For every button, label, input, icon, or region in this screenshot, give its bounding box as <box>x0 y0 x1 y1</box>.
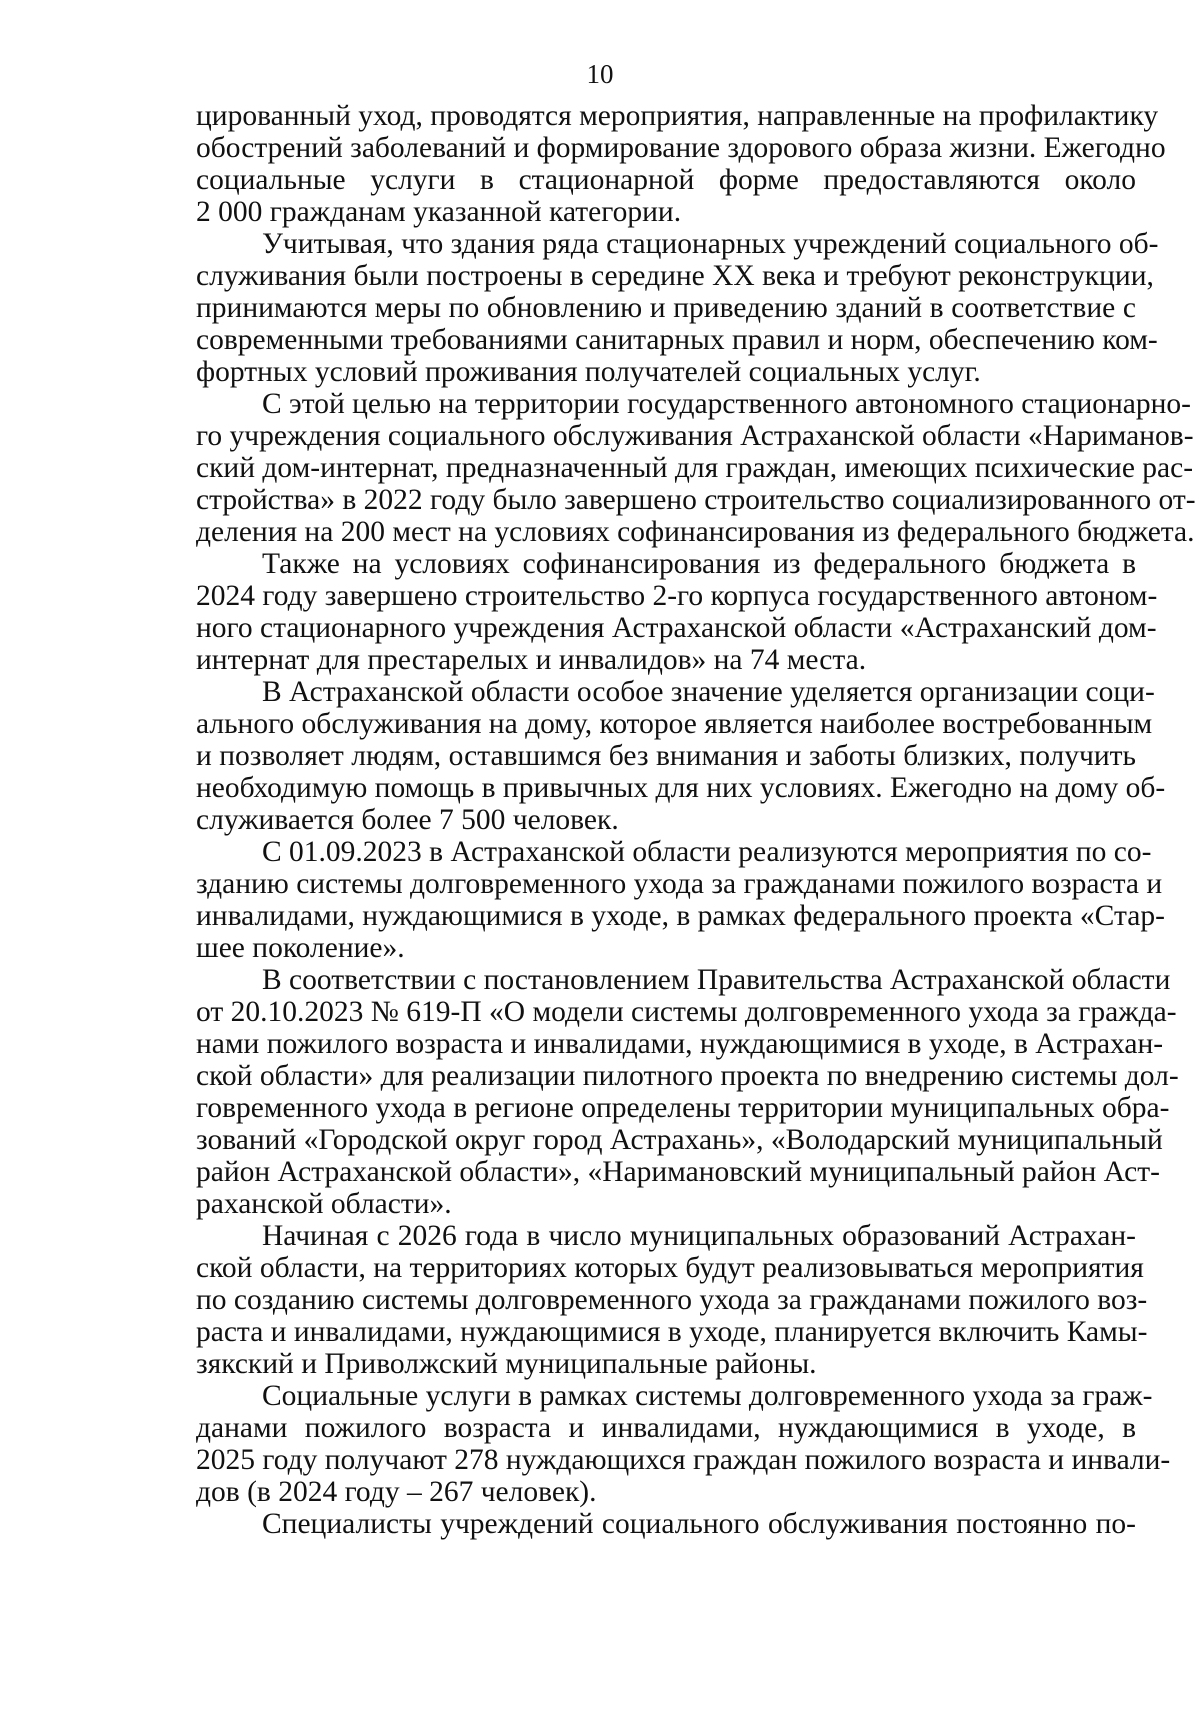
text-line: Специалисты учреждений социального обслуживания постоянно по- <box>262 1508 1136 1540</box>
text-line: 2 000 гражданам указанной категории. <box>196 196 682 228</box>
text-line: дов (в 2024 году – 267 человек). <box>196 1476 597 1508</box>
text-line: раста и инвалидами, нуждающимися в уходе, планируется включить Камы- <box>196 1316 1148 1348</box>
text-line: Также на условиях софинансирования из федерального бюджета в <box>262 548 1136 580</box>
text-line: обострений заболеваний и формирование здорового образа жизни. Ежегодно <box>196 132 1166 164</box>
text-line: 2025 году получают 278 нуждающихся граждан пожилого возраста и инвали- <box>196 1444 1171 1476</box>
text-line: социальные услуги в стационарной форме предоставляются около <box>196 164 1136 196</box>
text-line: зований «Городской округ город Астрахань», «Володарский муниципальный <box>196 1124 1163 1156</box>
text-line: ской области» для реализации пилотного проекта по внедрению системы дол- <box>196 1060 1179 1092</box>
text-line: С этой целью на территории государственного автономного стационарно- <box>262 388 1191 420</box>
text-line: ального обслуживания на дому, которое является наиболее востребованным <box>196 708 1153 740</box>
text-line: С 01.09.2023 в Астраханской области реализуются мероприятия по со- <box>262 836 1152 868</box>
text-line: цированный уход, проводятся мероприятия, направленные на профилактику <box>196 100 1159 132</box>
text-line: современными требованиями санитарных правил и норм, обеспечению ком- <box>196 324 1158 356</box>
paragraph <box>196 1380 1171 1508</box>
text-line: ской области, на территориях которых будут реализовываться мероприятия <box>196 1252 1144 1284</box>
text-line: район Астраханской области», «Наримановский муниципальный район Аст- <box>196 1156 1160 1188</box>
text-line: необходимую помощь в привычных для них условиях. Ежегодно на дому об- <box>196 772 1166 804</box>
text-line: нами пожилого возраста и инвалидами, нуждающимися в уходе, в Астрахан- <box>196 1028 1164 1060</box>
text-line: по созданию системы долговременного ухода за гражданами пожилого воз- <box>196 1284 1148 1316</box>
text-line: служивается более 7 500 человек. <box>196 804 619 836</box>
text-line: ного стационарного учреждения Астраханской области «Астраханский дом- <box>196 612 1157 644</box>
text-line: принимаются меры по обновлению и приведению зданий в соответствие с <box>196 292 1136 324</box>
text-line: и позволяет людям, оставшимся без внимания и заботы близких, получить <box>196 740 1136 772</box>
text-line: интернат для престарелых и инвалидов» на 74 места. <box>196 644 867 676</box>
text-line: данами пожилого возраста и инвалидами, нуждающимися в уходе, в <box>196 1412 1136 1444</box>
text-line: шее поколение». <box>196 932 405 964</box>
text-line: ский дом-интернат, предназначенный для граждан, имеющих психические рас- <box>196 452 1194 484</box>
paragraph <box>196 548 1158 676</box>
document-body <box>196 100 1196 1540</box>
paragraph <box>196 100 1166 228</box>
text-line: зданию системы долговременного ухода за гражданами пожилого возраста и <box>196 868 1163 900</box>
text-line: В соответствии с постановлением Правительства Астраханской области <box>262 964 1171 996</box>
text-line: раханской области». <box>196 1188 452 1220</box>
paragraph <box>196 1508 1136 1540</box>
paragraph <box>196 228 1159 388</box>
page-number: 10 <box>586 59 614 89</box>
text-line: Учитывая, что здания ряда стационарных учреждений социального об- <box>262 228 1159 260</box>
text-line: Социальные услуги в рамках системы долговременного ухода за граж- <box>262 1380 1153 1412</box>
text-line: деления на 200 мест на условиях софинансирования из федерального бюджета. <box>196 516 1195 548</box>
text-line: говременного ухода в регионе определены территории муниципальных обра- <box>196 1092 1170 1124</box>
text-line: инвалидами, нуждающимися в уходе, в рамках федерального проекта «Стар- <box>196 900 1165 932</box>
paragraph <box>196 388 1196 548</box>
paragraph <box>196 836 1165 964</box>
text-line: фортных условий проживания получателей социальных услуг. <box>196 356 981 388</box>
text-line: служивания были построены в середине XX века и требуют реконструкции, <box>196 260 1154 292</box>
paragraph <box>196 1220 1148 1380</box>
text-line: В Астраханской области особое значение уделяется организации соци- <box>262 676 1155 708</box>
text-line: стройства» в 2022 году было завершено строительство социализированного от- <box>196 484 1196 516</box>
text-line: 2024 году завершено строительство 2-го корпуса государственного автоном- <box>196 580 1158 612</box>
text-line: го учреждения социального обслуживания Астраханской области «Нариманов- <box>196 420 1194 452</box>
text-line: от 20.10.2023 № 619-П «О модели системы долговременного ухода за гражда- <box>196 996 1177 1028</box>
text-line: Начиная с 2026 года в число муниципальных образований Астрахан- <box>262 1220 1136 1252</box>
paragraph <box>196 964 1179 1220</box>
text-line: зякский и Приволжский муниципальные районы. <box>196 1348 817 1380</box>
paragraph <box>196 676 1166 836</box>
